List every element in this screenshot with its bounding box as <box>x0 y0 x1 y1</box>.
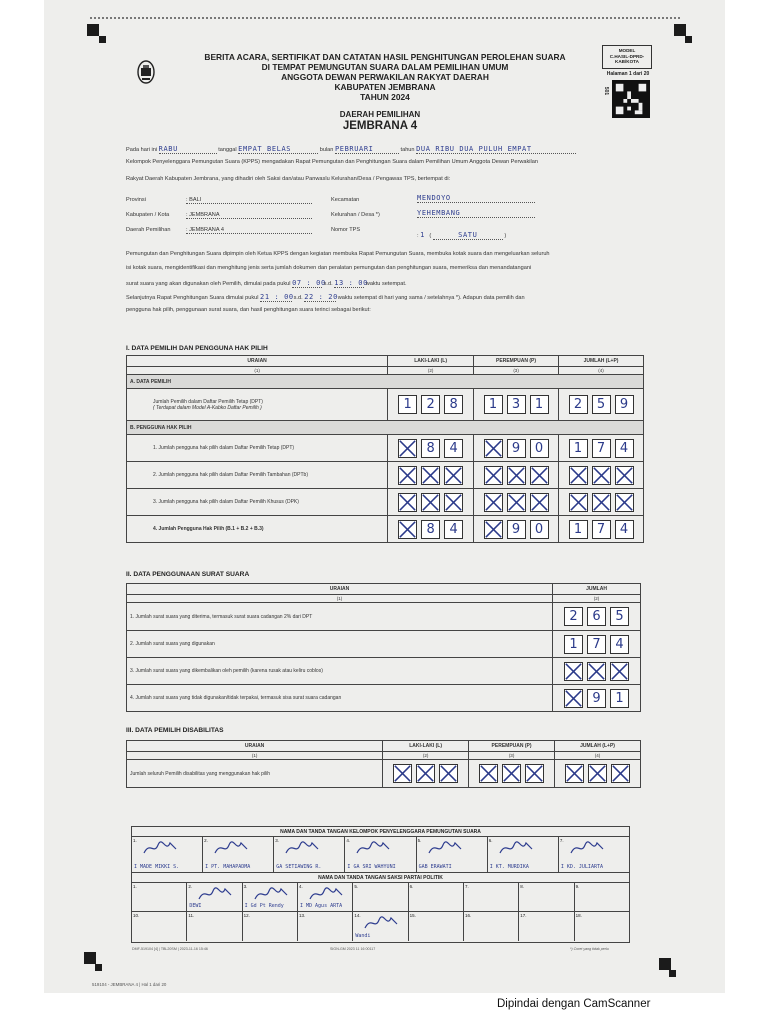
signature-cell <box>203 837 274 872</box>
paragraph-line <box>126 279 407 288</box>
col-number: (1) <box>127 752 383 760</box>
tps-label: Nomor TPS <box>331 227 361 233</box>
signer-name: I MADE MIKKI S. <box>134 864 180 870</box>
kabupaten-label: Kabupaten / Kota <box>126 212 170 218</box>
crossed-box-icon <box>484 466 503 485</box>
time-end-voting: 13 : 00 <box>334 279 368 287</box>
signature-number: 12. <box>243 913 250 918</box>
digit-box: 5 <box>592 395 611 414</box>
value-cell <box>555 760 641 788</box>
digit-boxes <box>556 662 637 681</box>
digit-boxes <box>477 520 555 539</box>
col-number: (3) <box>474 367 559 375</box>
crossed-box-icon <box>610 662 629 681</box>
kpps-signature-title: NAMA DAN TANDA TANGAN KELOMPOK PENYELENGGARA PEMUNGUTAN SUARA <box>132 827 629 837</box>
col-number: (2) <box>383 752 469 760</box>
col-number: (2) <box>388 367 474 375</box>
digit-box: 1 <box>569 439 588 458</box>
corner-marker <box>659 958 671 970</box>
corner-marker <box>99 36 106 43</box>
crossed-box-icon <box>611 764 630 783</box>
model-line: MODEL <box>618 48 636 53</box>
signature-scrawl-icon <box>213 839 249 857</box>
digit-box: 7 <box>587 635 606 654</box>
time-start-count: 21 : 00 <box>260 293 294 301</box>
crossed-box-icon <box>530 466 549 485</box>
digit-boxes <box>562 493 640 512</box>
digit-box: 8 <box>444 395 463 414</box>
signature-number: 4. <box>346 838 351 843</box>
signature-number: 2. <box>188 884 193 889</box>
digit-box: 2 <box>421 395 440 414</box>
section-b-title: B. PENGGUNA HAK PILIH <box>127 421 644 435</box>
intro-line <box>126 145 576 154</box>
value-cell <box>474 462 559 489</box>
signature-number: 17. <box>520 913 527 918</box>
col-header: JUMLAH (L+P) <box>555 741 641 752</box>
header-line: DI TEMPAT PEMUNGUTAN SUARA DALAM PEMILIHAN UMUM <box>261 62 509 72</box>
table-row-label: 4. Jumlah surat suara yang tidak digunakan/tidak terpakai, termasuk sisa surat suara cadangan <box>127 685 553 712</box>
signature-cell <box>298 912 353 941</box>
digit-box: 7 <box>592 520 611 539</box>
digit-boxes <box>386 764 465 783</box>
table-row-label: 3. Jumlah surat suara yang dikembalikan oleh pemilih (karena rusak atau keliru coblos) <box>127 658 553 685</box>
paragraph-text: waktu setempat di hari yang sama / setelahnya *). Adapun data pemilih dan <box>337 295 525 301</box>
signer-name: DEWI <box>189 903 202 909</box>
signature-number: 6. <box>409 884 414 889</box>
time-start-voting: 07 : 00 <box>292 279 326 287</box>
signature-number: 5. <box>417 838 422 843</box>
value-cell <box>388 516 474 543</box>
signature-cell <box>409 883 464 911</box>
value-cell <box>559 489 644 516</box>
col-header: JUMLAH <box>553 584 641 595</box>
section-1-title: I. DATA PEMILIH DAN PENGGUNA HAK PILIH <box>126 345 268 352</box>
signature-cell <box>243 883 298 911</box>
col-header: LAKI-LAKI (L) <box>388 356 474 367</box>
crossed-box-icon <box>530 493 549 512</box>
signature-number: 9. <box>575 884 580 889</box>
crossed-box-icon <box>444 493 463 512</box>
digit-box: 9 <box>587 689 606 708</box>
signature-cell <box>575 883 629 911</box>
value-cell <box>474 435 559 462</box>
crossed-box-icon <box>569 466 588 485</box>
value-cell <box>388 462 474 489</box>
paragraph-text: surat suara yang akan digunakan oleh Pemilih, dimulai pada pukul <box>126 281 291 287</box>
signer-name: I KD. JULIARTA <box>560 864 603 870</box>
header-line: BERITA ACARA, SERTIFIKAT DAN CATATAN HASIL PENGHITUNGAN PEROLEHAN SUARA <box>204 52 566 62</box>
row-text: Jumlah Pemilih dalam Daftar Pemilih Tetap (DPT) <box>153 398 263 405</box>
table-row-label <box>127 389 388 421</box>
col-header: URAIAN <box>127 356 388 367</box>
digit-box: 8 <box>421 520 440 539</box>
kabupaten-value: : JEMBRANA <box>186 212 312 219</box>
saksi-signature-row <box>132 912 629 941</box>
signature-scrawl-icon <box>253 885 289 903</box>
digit-box: 4 <box>615 520 634 539</box>
crossed-box-icon <box>564 662 583 681</box>
signature-scrawl-icon <box>363 914 399 932</box>
col-number: (1) <box>127 367 388 375</box>
value-cell <box>474 489 559 516</box>
col-header: URAIAN <box>127 584 553 595</box>
crossed-box-icon <box>507 493 526 512</box>
kelurahan-label: Kelurahan / Desa *) <box>331 212 380 218</box>
signature-cell <box>353 883 408 911</box>
kelurahan-value: YEHEMBANG <box>417 209 535 218</box>
corner-marker <box>95 964 102 971</box>
value-cell <box>383 760 469 788</box>
model-line: KAB/KOTA <box>615 59 639 65</box>
sd-label: s.d. <box>293 295 303 301</box>
col-number: (1) <box>127 595 553 603</box>
intro-text-1: Kelompok Penyelenggara Pemungutan Suara (KPPS) mengadakan Rapat Pemungutan dan Penghitungan Suara dalam Pemilihan Umum Anggota Dewan Perwakilan <box>126 159 539 165</box>
section-1-table <box>126 355 644 543</box>
signature-cell <box>559 837 629 872</box>
value-cell <box>474 389 559 421</box>
crossed-box-icon <box>444 466 463 485</box>
digit-boxes <box>558 764 637 783</box>
crossed-box-icon <box>398 439 417 458</box>
day-label: Pada hari ini <box>126 147 158 153</box>
crossed-box-icon <box>421 493 440 512</box>
signature-scrawl-icon <box>355 839 391 857</box>
signature-scrawl-icon <box>197 885 233 903</box>
corner-marker <box>669 970 676 977</box>
crossed-box-icon <box>615 466 634 485</box>
signature-cell <box>519 912 574 941</box>
model-line: C.HASIL-DPRD- <box>609 53 645 59</box>
crossed-box-icon <box>479 764 498 783</box>
table-row-label: 4. Jumlah Pengguna Hak Pilih (B.1 + B.2 + B.3) <box>127 516 388 543</box>
paragraph-line: pengguna hak pilih, penggunaan surat suara, dan hasil penghitungan suara terinci sebagai berikut: <box>126 307 371 313</box>
crossed-box-icon <box>484 493 503 512</box>
dapil-row-value: : JEMBRANA 4 <box>186 227 312 234</box>
crossed-box-icon <box>398 466 417 485</box>
intro-text-2: Rakyat Daerah Kabupaten Jembrana, yang dihadiri oleh Saksi dan/atau Panwaslu Kelurahan/Desa / Pengawas TPS, bertempat di: <box>126 176 451 182</box>
crossed-box-icon <box>564 689 583 708</box>
digit-box: 4 <box>615 439 634 458</box>
day-value: RABU <box>159 145 217 154</box>
crossed-box-icon <box>592 493 611 512</box>
digit-box: 9 <box>507 520 526 539</box>
signature-number: 1. <box>133 884 137 889</box>
digit-box: 8 <box>421 439 440 458</box>
signature-cell <box>132 912 187 941</box>
signature-number: 7. <box>559 838 564 843</box>
paragraph-line: isi kotak suara, mengidentifikasi dan menghitung jenis serta jumlah dokumen dan peralatan pemungutan dan penghitungan suara, memeriksa dan menandatangani <box>126 265 532 271</box>
digit-box: 9 <box>615 395 634 414</box>
corner-marker <box>685 36 692 43</box>
paragraph-line: Pemungutan dan Penghitungan Suara dipimpin oleh Ketua KPPS dengan kegiatan membuka Rapat Pemungutan Suara, membuka kotak suara dan mengeluarkan seluruh <box>126 251 550 257</box>
value-cell <box>559 516 644 543</box>
signature-number: 1. <box>133 838 137 843</box>
digit-boxes <box>391 520 470 539</box>
header-line: TAHUN 2024 <box>360 92 410 102</box>
signature-number: 8. <box>520 884 525 889</box>
digit-boxes <box>477 493 555 512</box>
table-row-label: 1. Jumlah pengguna hak pilih dalam Daftar Pemilih Tetap (DPT) <box>127 435 388 462</box>
signature-cell <box>274 837 345 872</box>
value-cell <box>388 389 474 421</box>
crossed-box-icon <box>615 493 634 512</box>
signature-cell <box>298 883 353 911</box>
row-note: ( Terdapat dalam Model A-Kabko Daftar Pemilih ) <box>153 404 262 411</box>
signature-cell <box>417 837 488 872</box>
digit-box: 6 <box>587 607 606 626</box>
digit-boxes <box>556 689 637 708</box>
year-value: DUA RIBU DUA PULUH EMPAT <box>416 145 576 154</box>
value-cell <box>474 516 559 543</box>
tps-words: SATU <box>433 231 503 240</box>
crossed-box-icon <box>507 466 526 485</box>
crossed-box-icon <box>565 764 584 783</box>
signature-cell <box>243 912 298 941</box>
footer-middle: SIGN-GM 2023 11 16 00117 <box>330 947 376 951</box>
digit-box: 2 <box>569 395 588 414</box>
signature-block <box>131 826 630 943</box>
digit-box: 1 <box>398 395 417 414</box>
time-end-count: 22 : 20 <box>304 293 338 301</box>
footer-left: DMF-519104 [4] | TBL20SM | 2023-11-16 15:46 <box>132 947 208 951</box>
section-2-table <box>126 583 641 712</box>
month-label: bulan <box>319 147 334 153</box>
col-number: (2) <box>553 595 641 603</box>
digit-box: 9 <box>507 439 526 458</box>
digit-boxes <box>477 395 555 414</box>
saksi-signature-title: NAMA DAN TANDA TANGAN SAKSI PARTAI POLITIK <box>132 873 629 883</box>
signer-name: GAB ERAWATI <box>418 864 452 870</box>
signature-cell <box>353 912 408 941</box>
signer-name: I PT. MAHAPADMA <box>205 864 251 870</box>
col-header: LAKI-LAKI (L) <box>383 741 469 752</box>
digit-boxes <box>556 635 637 654</box>
signature-cell <box>187 883 242 911</box>
tps-number: 1 <box>420 231 425 239</box>
value-cell <box>388 489 474 516</box>
col-header: PEREMPUAN (P) <box>474 356 559 367</box>
section-3-table <box>126 740 641 788</box>
value-cell <box>553 603 641 631</box>
digit-box: 5 <box>610 607 629 626</box>
signature-cell <box>345 837 416 872</box>
crossed-box-icon <box>421 466 440 485</box>
provinsi-value: : BALI <box>186 197 312 204</box>
value-cell <box>559 435 644 462</box>
crossed-box-icon <box>398 493 417 512</box>
corner-marker <box>87 24 99 36</box>
signature-cell <box>464 912 519 941</box>
header-line: KABUPATEN JEMBRANA <box>334 82 436 92</box>
digit-box: 4 <box>610 635 629 654</box>
signature-number: 5. <box>354 884 359 889</box>
signer-name: I GA SRI WAHYUNI <box>347 864 396 870</box>
dapil-label: DAERAH PEMILIHAN <box>339 110 421 119</box>
signature-cell <box>464 883 519 911</box>
digit-boxes <box>472 764 551 783</box>
crossed-box-icon <box>439 764 458 783</box>
digit-box: 0 <box>530 520 549 539</box>
signature-number: 3. <box>243 884 248 889</box>
signature-number: 15. <box>409 913 416 918</box>
header-line: ANGGOTA DEWAN PERWAKILAN RAKYAT DAERAH <box>281 72 489 82</box>
digit-box: 0 <box>530 439 549 458</box>
signature-number: 6. <box>488 838 493 843</box>
crossed-box-icon <box>484 520 503 539</box>
signature-cell <box>575 912 629 941</box>
crossed-box-icon <box>502 764 521 783</box>
signature-cell <box>187 912 242 941</box>
digit-boxes <box>562 439 640 458</box>
crossed-box-icon <box>588 764 607 783</box>
signature-cell <box>132 883 187 911</box>
value-cell <box>553 685 641 712</box>
signature-number: 2. <box>204 838 208 843</box>
digit-box: 3 <box>507 395 526 414</box>
document-header <box>170 52 600 102</box>
col-number: (3) <box>469 752 555 760</box>
col-number: (4) <box>559 367 644 375</box>
signer-name: Wandi <box>355 933 371 939</box>
kecamatan-value: MENDOYO <box>417 194 535 203</box>
digit-box: 7 <box>592 439 611 458</box>
digit-boxes <box>562 466 640 485</box>
digit-boxes <box>391 466 470 485</box>
signature-scrawl-icon <box>308 885 344 903</box>
digit-box: 4 <box>444 520 463 539</box>
signature-cell <box>488 837 559 872</box>
digit-box: 1 <box>564 635 583 654</box>
table-row-label: 1. Jumlah surat suara yang diterima, termasuk surat suara cadangan 2% dari DPT <box>127 603 553 631</box>
section-2-title: II. DATA PENGGUNAAN SURAT SUARA <box>126 571 250 578</box>
page-indicator: Halaman 1 dari 20 <box>606 71 650 77</box>
digit-box: 1 <box>569 520 588 539</box>
paragraph-text: waktu setempat. <box>365 281 407 287</box>
signature-cell <box>132 837 203 872</box>
signature-number: 18. <box>575 913 582 918</box>
table-row-label: Jumlah seluruh Pemilih disabilitas yang menggunakan hak pilih <box>127 760 383 788</box>
year-label: tahun <box>400 147 415 153</box>
dapil-value: JEMBRANA 4 <box>342 120 418 132</box>
signature-number: 7. <box>464 884 469 889</box>
digit-boxes <box>562 395 640 414</box>
value-cell <box>553 631 641 658</box>
digit-box: 1 <box>610 689 629 708</box>
crossed-box-icon <box>416 764 435 783</box>
value-cell <box>559 462 644 489</box>
signer-name: I Gd Pt Rendy <box>244 903 284 909</box>
digit-box: 1 <box>530 395 549 414</box>
signature-number: 3. <box>275 838 280 843</box>
signature-cell <box>519 883 574 911</box>
kpps-signature-row <box>132 837 629 873</box>
crossed-box-icon <box>569 493 588 512</box>
signature-scrawl-icon <box>498 839 534 857</box>
signature-number: 16. <box>464 913 472 918</box>
signature-scrawl-icon <box>569 839 605 857</box>
section-a-title: A. DATA PEMILIH <box>127 375 644 389</box>
digit-box: 1 <box>484 395 503 414</box>
dapil-row-label: Daerah Pemilihan <box>126 227 171 233</box>
col-header: PEREMPUAN (P) <box>469 741 555 752</box>
section-3-title: III. DATA PEMILIH DISABILITAS <box>126 727 224 734</box>
crossed-box-icon <box>398 520 417 539</box>
value-cell <box>559 389 644 421</box>
camscanner-watermark: Dipindai dengan CamScanner <box>497 998 651 1010</box>
crossed-box-icon <box>592 466 611 485</box>
signature-number: 4. <box>298 884 303 889</box>
tps-value: : 1 ( SATU ) <box>417 231 507 239</box>
qr-code-icon <box>612 80 650 118</box>
signature-scrawl-icon <box>427 839 463 857</box>
signature-scrawl-icon <box>142 839 178 857</box>
digit-boxes <box>391 493 470 512</box>
signer-name: GA SETIAWING R. <box>276 864 322 870</box>
digit-boxes <box>391 439 470 458</box>
signature-scrawl-icon <box>284 839 320 857</box>
signature-cell <box>409 912 464 941</box>
digit-boxes <box>477 466 555 485</box>
signer-name: I KT. MURDIKA <box>489 864 529 870</box>
digit-box: 2 <box>564 607 583 626</box>
digit-boxes <box>556 607 637 626</box>
signer-name: I MD Agus ARTA <box>299 903 343 909</box>
digit-boxes <box>391 395 470 414</box>
top-dotted-line <box>90 17 680 19</box>
crossed-box-icon <box>587 662 606 681</box>
col-header: JUMLAH (L+P) <box>559 356 644 367</box>
col-header: URAIAN <box>127 741 383 752</box>
paragraph-text: Selanjutnya Rapat Penghitungan Suara dimulai pukul <box>126 295 259 301</box>
footer-bottom: 519104 - JEMBRANA 4 | Hal 1 dari 20 <box>92 982 167 987</box>
saksi-signature-row <box>132 883 629 912</box>
provinsi-label: Provinsi <box>126 197 146 203</box>
digit-boxes <box>562 520 640 539</box>
model-box <box>602 45 652 69</box>
signature-number: 10. <box>133 913 140 918</box>
kpu-logo-icon <box>136 59 156 85</box>
crossed-box-icon <box>484 439 503 458</box>
signature-number: 14. <box>354 913 361 918</box>
kecamatan-label: Kecamatan <box>331 197 360 203</box>
table-row-label: 2. Jumlah pengguna hak pilih dalam Daftar Pemilih Tambahan (DPTb) <box>127 462 388 489</box>
crossed-box-icon <box>525 764 544 783</box>
corner-marker <box>674 24 686 36</box>
signature-number: 11. <box>188 913 195 918</box>
date-label: tanggal <box>218 147 237 153</box>
table-row-label: 3. Jumlah pengguna hak pilih dalam Daftar Pemilih Khusus (DPK) <box>127 489 388 516</box>
value-cell <box>469 760 555 788</box>
digit-box: 4 <box>444 439 463 458</box>
table-row-label: 2. Jumlah surat suara yang digunakan <box>127 631 553 658</box>
value-cell <box>388 435 474 462</box>
month-value: PEBRUARI <box>335 145 399 154</box>
signature-number: 13. <box>298 913 306 918</box>
corner-marker <box>84 952 96 964</box>
date-value: EMPAT BELAS <box>238 145 318 154</box>
digit-boxes <box>477 439 555 458</box>
sd-label: s.d. <box>323 281 333 287</box>
footer-note: *) Coret yang tidak perlu <box>570 947 609 951</box>
qr-code-number: 501 <box>603 86 610 96</box>
value-cell <box>553 658 641 685</box>
crossed-box-icon <box>393 764 412 783</box>
col-number: (4) <box>555 752 641 760</box>
paragraph-line <box>126 293 525 302</box>
